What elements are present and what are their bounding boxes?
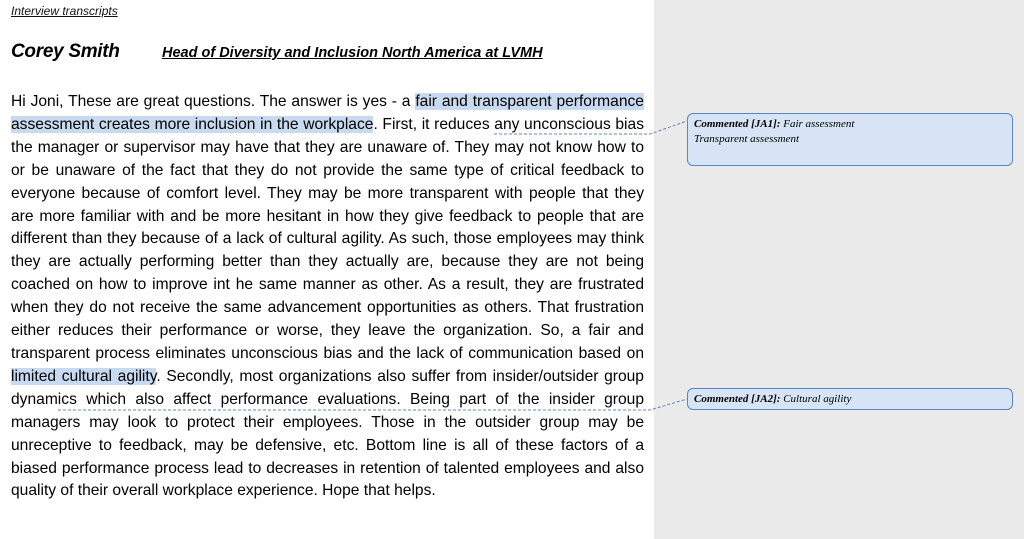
comment-balloon-ja2[interactable] [687,388,1013,410]
interviewee-role: Head of Diversity and Inclusion North America at LVMH [162,45,543,61]
comment-balloon-ja1[interactable] [687,113,1013,166]
comment-text: Transparent assessment [694,133,800,145]
comment-text: Cultural agility [783,393,852,405]
comments-margin-pane [654,0,1024,539]
comment-anchor-ja1[interactable]: fair and transparent performance assessment creates more inclusion in the workplace [11,93,644,133]
section-label: Interview transcripts [11,4,118,18]
text-run: . Secondly, most organizations also suffer from insider/outsider group dynamics which also affect performance evaluations. Being part of the insider group managers may look to protect their employees. Those in the outsider group may be unreceptive to feedback, may be defensive, etc. Bottom line is all of these factors of a biased performance process lead to decreases in retention of talented employees and also quality of their overall workplace experience. Hope that helps. [11,367,644,500]
comment-text: Fair assessment [783,118,855,130]
text-run: . First, it reduces any unconscious bias the manager or supervisor may have that they are unaware of. They may not know how to or be unaware of the fact that they do not provide the same type of critical feedback to everyone because of comfort level. They may be more transparent with people that they are more familiar with and be more hesitant in how they give feedback to people that are different than they because of a lack of cultural agility. As such, those employees may think they are actually performing better than they actually are, because they are not being coached on how to improve int he same manner as other. As a result, they are frustrated when they do not receive the same advancement opportunities as others. That frustration either reduces their performance or worse, they leave the organization. So, a fair and transparent process eliminates unconscious bias and the lack of communication based on [11,115,644,362]
interviewee-name: Corey Smith [11,41,120,62]
comment-tag: Commented [JA2]: [694,393,781,405]
transcript-paragraph[interactable] [11,91,644,503]
comment-anchor-ja2[interactable]: limited cultural agility [11,367,157,385]
text-run: Hi Joni, These are great questions. The answer is yes - a [11,93,416,110]
comment-tag: Commented [JA1]: [694,118,781,130]
